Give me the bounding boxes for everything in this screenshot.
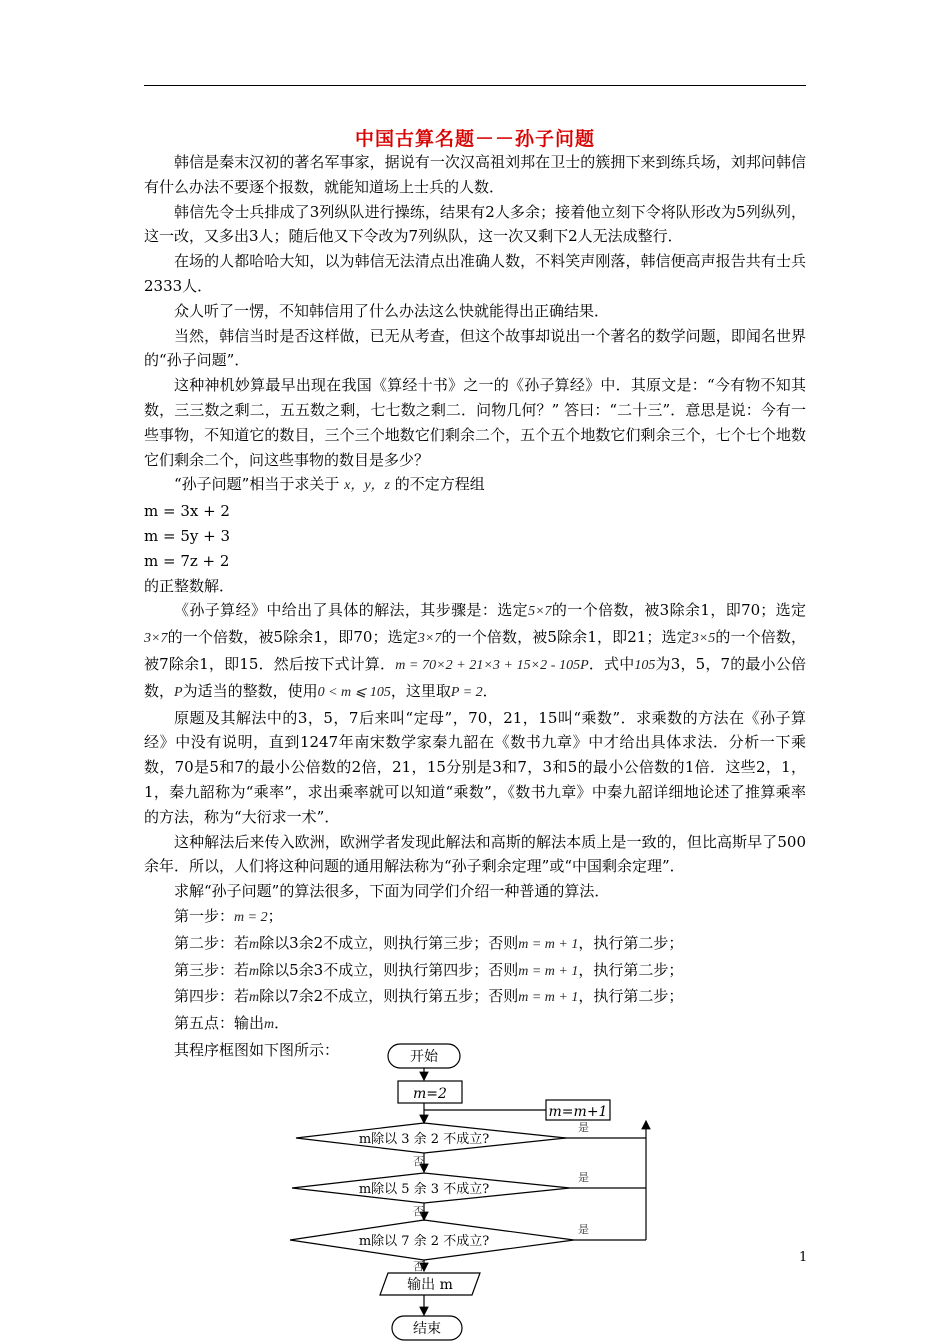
flow-output-label: 输出 m: [407, 1277, 453, 1293]
step-label: 第五点：输出: [174, 1014, 265, 1033]
math-inline: m = m + 1: [518, 990, 579, 1006]
text-run: ，执行第二步；: [578, 987, 684, 1006]
text-run: ，执行第二步；: [578, 960, 684, 979]
step-5: [144, 1011, 806, 1038]
text-run: 为适当的整数，使用: [182, 681, 318, 700]
step-2: [144, 931, 806, 958]
flow-no-label: 否: [413, 1205, 424, 1218]
flowchart: [280, 1036, 608, 1344]
page-number: 1: [799, 1250, 808, 1265]
paragraph: 原题及其解法中的3，5，7后来叫“定母”，70，21，15叫“乘数”．求乘数的方法在《孙子算经》中没有说明，直到1247年南宋数学家秦九韶在《数书九章》中才给出具体求法．分析一下乘数，70是5和7的最小公倍数的2倍，21，15分别是3和7，3和5的最小公倍数的1倍．这些2，1，1，秦九韶称为“乘率”，求出乘率就可以知道“乘数”，《数书九章》中秦九韶详细地论述了推算乘率的方法，称为“大衍求一术”．: [144, 708, 806, 826]
flow-yes-label: 是: [578, 1171, 589, 1184]
math-inline: m = m + 1: [518, 936, 579, 952]
step-1: [144, 904, 806, 931]
text-run: ；: [267, 906, 283, 925]
flow-end-label: 结束: [413, 1321, 441, 1337]
eq-suffix: 的正整数解．: [144, 576, 235, 595]
step-label: 第二步：若: [174, 933, 250, 952]
text-run: 《孙子算经》中给出了具体的解法，其步骤是：选定: [174, 601, 529, 620]
math-inline: P = 2: [450, 684, 483, 700]
paragraph: 韩信先令士兵排成了3列纵队进行操练，结果有2人多余；接着他立刻下令将队形改为5列纵列，这一改，又多出3人；随后他又下令改为7列纵队，这一次又剩下2人无法成整行．: [144, 202, 806, 246]
text-run: 的一个倍数，被5除余1，即21；选定: [441, 628, 692, 647]
text-run: 除以7余2不成立，则执行第五步；否则: [259, 987, 519, 1006]
math-inline: m = 2: [234, 909, 268, 925]
flow-no-label: 否: [413, 1155, 424, 1168]
step-label: 第一步：: [174, 906, 235, 925]
step-4: [144, 984, 806, 1011]
flow-yes-label: 是: [578, 1223, 589, 1236]
text-run: 为3，5，7的最小公倍数，: [144, 654, 806, 700]
text-run: 的一个倍数，被7除余1，即15．然后按下式计算．: [144, 628, 806, 673]
equation-paragraph: [144, 472, 806, 499]
eq-prefix: “孙子问题”相当于求关于: [174, 475, 340, 494]
page-title: 中国古算名题－－孙子问题: [354, 128, 595, 150]
paragraph: 这种神机妙算最早出现在我国《算经十书》之一的《孙子算经》中．其原文是：“今有物不知其数，三三数之剩二，五五数之剩，七七数之剩二．问物几何？” 答曰：“二十三”．意思是说：今有一些事物，不知道它的数目，三个三个地数它们剩余二个，五个五个地数它们剩余三个，七个七个地数它们剩余二个，问这些事物的数目是多少？: [144, 376, 806, 469]
solution-paragraph: [144, 598, 806, 705]
flow-start-label: 开始: [410, 1049, 438, 1065]
system-eq-3: m = 7z + 2: [144, 551, 230, 570]
math-inline: P: [174, 684, 183, 700]
eq-vars: x，y，z: [344, 478, 391, 494]
math-inline: m: [249, 936, 260, 952]
math-inline: 105: [634, 657, 656, 673]
system-eq-2: m = 5y + 3: [144, 526, 230, 545]
flowchart-intro: 其程序框图如下图所示：: [174, 1040, 340, 1059]
text-run: ，执行第二步；: [578, 933, 684, 952]
step-label: 第四步：若: [174, 987, 250, 1006]
text-run: 除以5余3不成立，则执行第四步；否则: [259, 960, 519, 979]
text-run: ．: [482, 681, 498, 700]
math-inline: 5×7: [528, 604, 552, 620]
flow-condition-2-label: m除以 5 余 3 不成立?: [358, 1182, 490, 1197]
flow-condition-1-label: m除以 3 余 2 不成立?: [358, 1132, 490, 1147]
text-run: 的一个倍数，被5除余1，即70；选定: [167, 628, 418, 647]
text-run: ．: [274, 1014, 290, 1033]
flow-condition-3-label: m除以 7 余 2 不成立?: [358, 1234, 490, 1249]
eq-mid: 的不定方程组: [394, 475, 485, 494]
math-inline: m: [264, 1017, 275, 1033]
paragraph: 众人听了一愣，不知韩信用了什么办法这么快就能得出正确结果．: [174, 301, 610, 320]
paragraph: 当然，韩信当时是否这样做，已无从考查，但这个故事却说出一个著名的数学问题，即闻名世界的“孙子问题”．: [144, 326, 806, 370]
header-rule: [144, 85, 806, 86]
document-body: [144, 150, 806, 1063]
math-inline: 3×7: [417, 631, 442, 647]
text-run: 的一个倍数，被3除余1，即70；选定: [551, 601, 806, 620]
step-label: 第三步：若: [174, 960, 250, 979]
math-inline: 0 < m ⩽ 105: [317, 684, 391, 700]
flow-yes-label: 是: [578, 1121, 589, 1134]
paragraph: 韩信是秦末汉初的著名军事家，据说有一次汉高祖刘邦在卫士的簇拥下来到练兵场，刘邦问韩信有什么办法不要逐个报数，就能知道场上士兵的人数．: [144, 153, 806, 196]
step-3: [144, 958, 806, 985]
math-inline: m: [249, 990, 260, 1006]
paragraph: 这种解法后来传入欧洲，欧洲学者发现此解法和高斯的解法本质上是一致的，但比高斯早了500余年．所以，人们将这种问题的通用解法称为“孙子剩余定理”或“中国剩余定理”．: [144, 832, 806, 876]
flow-init-label: m=2: [413, 1086, 447, 1102]
text-run: 除以3余2不成立，则执行第三步；否则: [259, 933, 519, 952]
text-run: ．式中: [588, 654, 635, 673]
math-inline: m = m + 1: [518, 963, 579, 979]
math-inline: 3×5: [691, 631, 716, 647]
math-inline: m: [249, 963, 260, 979]
flow-increment-label: m=m+1: [548, 1104, 608, 1120]
text-run: ，这里取: [390, 681, 451, 700]
paragraph: 在场的人都哈哈大知，以为韩信无法清点出准确人数，不料笑声刚落，韩信便高声报告共有士兵2333人．: [144, 252, 806, 295]
flow-no-label: 否: [413, 1260, 424, 1273]
math-inline: 3×7: [144, 631, 168, 647]
math-formula: m = 70×2 + 21×3 + 15×2 - 105P: [395, 657, 589, 673]
paragraph: 求解“孙子问题”的算法很多，下面为同学们介绍一种普通的算法．: [174, 882, 610, 901]
system-eq-1: m = 3x + 2: [144, 502, 230, 521]
